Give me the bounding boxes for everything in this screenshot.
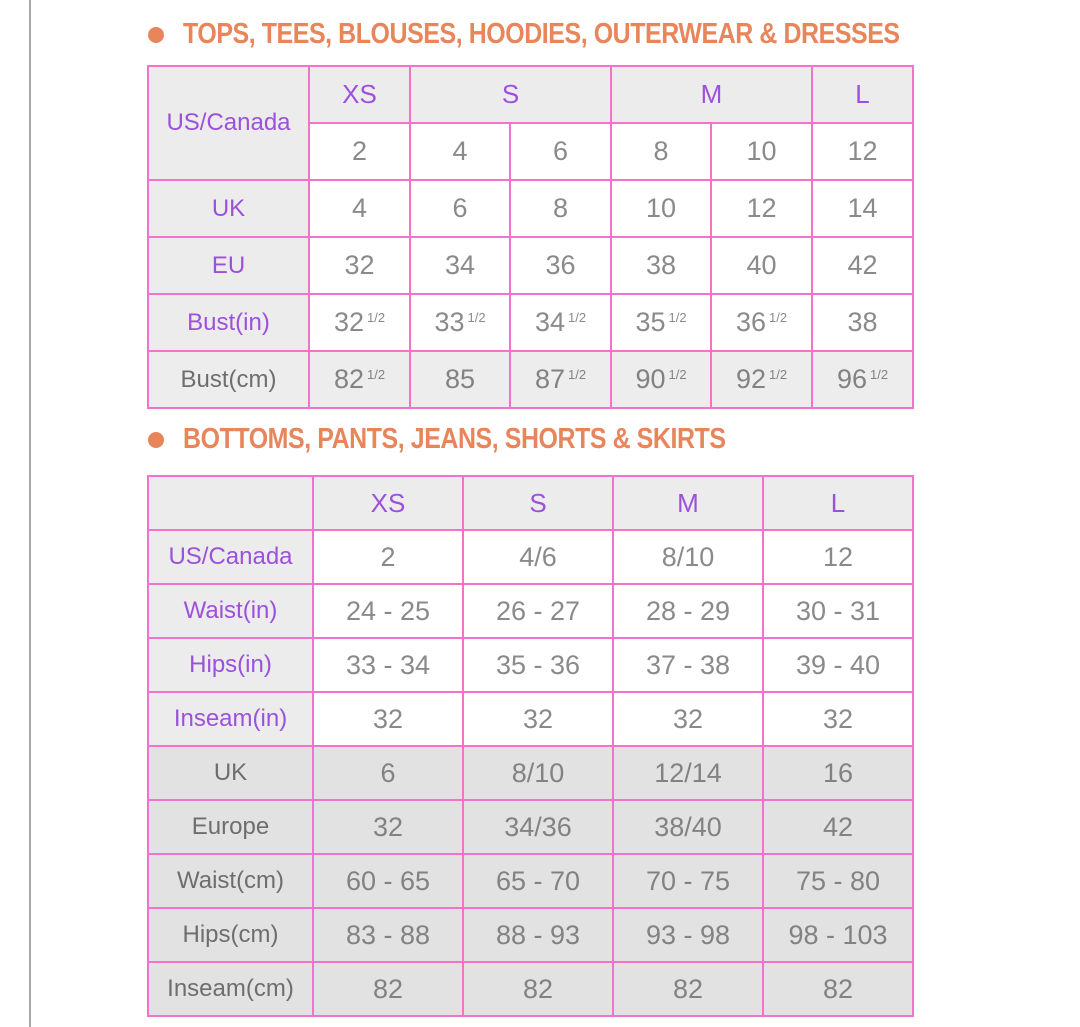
row-label: Hips(in)	[148, 638, 313, 692]
size-value-cell: 75 - 80	[763, 854, 913, 908]
size-header-cell: XS	[309, 66, 410, 123]
row-label: Bust(cm)	[148, 351, 309, 408]
fraction-superscript: 1/2	[366, 367, 386, 382]
size-value-cell: 42	[763, 800, 913, 854]
size-value-cell: 4/6	[463, 530, 613, 584]
size-value-cell: 32	[309, 237, 410, 294]
row-label: Waist(in)	[148, 584, 313, 638]
size-value-cell: 38/40	[613, 800, 763, 854]
us-canada-row	[148, 530, 913, 584]
fraction-superscript: 1/2	[668, 367, 687, 382]
size-value-cell: 4	[410, 123, 510, 180]
size-value-cell: 12/14	[613, 746, 763, 800]
size-value-cell: 90 $^{1/2}$	[611, 351, 711, 408]
size-value-cell: 32	[313, 800, 463, 854]
row-label: Inseam(in)	[148, 692, 313, 746]
size-value-cell: 10	[611, 180, 711, 237]
size-value-cell: 92 $^{1/2}$	[711, 351, 812, 408]
row-label: UK	[148, 746, 313, 800]
hips-cm-row	[148, 908, 913, 962]
fraction-superscript: 1/2	[567, 367, 587, 382]
size-header-cell: M	[613, 476, 763, 530]
size-value-cell: 82	[613, 962, 763, 1016]
size-value-cell: 82	[463, 962, 613, 1016]
size-value-cell: 26 - 27	[463, 584, 613, 638]
fraction-superscript: 1/2	[467, 310, 486, 325]
row-label: UK	[148, 180, 309, 237]
row-label: US/Canada	[148, 66, 309, 180]
size-value-cell: 12	[711, 180, 812, 237]
size-value-cell: 6	[410, 180, 510, 237]
row-label: Inseam(cm)	[148, 962, 313, 1016]
size-value-cell: 16	[763, 746, 913, 800]
row-label: Europe	[148, 800, 313, 854]
size-value-cell: 36	[510, 237, 611, 294]
section-header-bottoms	[148, 423, 814, 456]
bust-cm-row	[148, 351, 913, 408]
size-value-cell: 35 - 36	[463, 638, 613, 692]
size-value-cell: 33 $^{1/2}$	[410, 294, 510, 351]
section-title-bottoms: BOTTOMS, PANTS, JEANS, SHORTS & SKIRTS	[183, 423, 726, 455]
size-value-cell: 34 $^{1/2}$	[510, 294, 611, 351]
size-value-cell: 32	[463, 692, 613, 746]
size-value-cell: 12	[812, 123, 913, 180]
tops-size-table	[147, 65, 914, 409]
size-value-cell: 82	[763, 962, 913, 1016]
size-header-row	[148, 476, 913, 530]
size-header-cell: L	[812, 66, 913, 123]
size-value-cell: 32	[763, 692, 913, 746]
donut-bullet-icon	[148, 432, 164, 448]
size-value-cell: 38	[611, 237, 711, 294]
fraction-superscript: 1/2	[869, 367, 889, 382]
section-header-tops	[148, 18, 1016, 51]
size-value-cell: 2	[313, 530, 463, 584]
inseam-cm-row	[148, 962, 913, 1016]
size-value-cell: 65 - 70	[463, 854, 613, 908]
size-value-cell: 96 $^{1/2}$	[812, 351, 913, 408]
size-value-cell: 28 - 29	[613, 584, 763, 638]
size-chart-table	[147, 475, 914, 1017]
size-value-cell: 32	[313, 692, 463, 746]
row-label: US/Canada	[148, 530, 313, 584]
donut-bullet-icon	[148, 27, 164, 43]
row-label: Bust(in)	[148, 294, 309, 351]
size-value-cell: 37 - 38	[613, 638, 763, 692]
fraction-superscript: 1/2	[668, 310, 687, 325]
waist-in-row	[148, 584, 913, 638]
fraction-superscript: 1/2	[366, 310, 386, 325]
size-value-cell: 60 - 65	[313, 854, 463, 908]
size-header-cell: XS	[313, 476, 463, 530]
size-header-cell: M	[611, 66, 812, 123]
size-value-cell: 87 $^{1/2}$	[510, 351, 611, 408]
size-value-cell: 39 - 40	[763, 638, 913, 692]
size-value-cell: 8	[510, 180, 611, 237]
row-label: Waist(cm)	[148, 854, 313, 908]
uk-row	[148, 746, 913, 800]
inseam-in-row	[148, 692, 913, 746]
size-value-cell: 38	[812, 294, 913, 351]
size-value-cell: 36 $^{1/2}$	[711, 294, 812, 351]
bottoms-size-table	[147, 475, 914, 1017]
waist-cm-row	[148, 854, 913, 908]
size-value-cell: 8/10	[463, 746, 613, 800]
fraction-superscript: 1/2	[768, 367, 788, 382]
hips-in-row	[148, 638, 913, 692]
size-value-cell: 10	[711, 123, 812, 180]
fraction-superscript: 1/2	[567, 310, 587, 325]
size-value-cell: 93 - 98	[613, 908, 763, 962]
size-value-cell: 82	[313, 962, 463, 1016]
size-value-cell: 30 - 31	[763, 584, 913, 638]
size-value-cell: 14	[812, 180, 913, 237]
fraction-superscript: 1/2	[768, 310, 788, 325]
size-header-cell: S	[410, 66, 611, 123]
size-value-cell: 40	[711, 237, 812, 294]
europe-row	[148, 800, 913, 854]
size-value-cell: 34/36	[463, 800, 613, 854]
size-value-cell: 33 - 34	[313, 638, 463, 692]
row-label: Hips(cm)	[148, 908, 313, 962]
size-header-cell: S	[463, 476, 613, 530]
bust-in-row	[148, 294, 913, 351]
size-value-cell: 32 $^{1/2}$	[309, 294, 410, 351]
size-value-cell: 6	[313, 746, 463, 800]
size-value-cell: 85	[410, 351, 510, 408]
size-value-cell: 88 - 93	[463, 908, 613, 962]
eu-row	[148, 237, 913, 294]
size-value-cell: 6	[510, 123, 611, 180]
size-value-cell: 82 $^{1/2}$	[309, 351, 410, 408]
section-title-tops: TOPS, TEES, BLOUSES, HOODIES, OUTERWEAR & DRESSES	[183, 18, 900, 50]
size-value-cell: 12	[763, 530, 913, 584]
size-value-cell: 34	[410, 237, 510, 294]
page-edge-rule	[29, 0, 31, 1027]
uk-row	[148, 180, 913, 237]
size-header-row	[148, 66, 913, 123]
size-value-cell: 83 - 88	[313, 908, 463, 962]
size-header-cell: L	[763, 476, 913, 530]
row-label: EU	[148, 237, 309, 294]
size-chart-table	[147, 65, 914, 409]
corner-cell	[148, 476, 313, 530]
size-value-cell: 98 - 103	[763, 908, 913, 962]
size-value-cell: 24 - 25	[313, 584, 463, 638]
size-value-cell: 4	[309, 180, 410, 237]
size-value-cell: 42	[812, 237, 913, 294]
size-value-cell: 70 - 75	[613, 854, 763, 908]
size-value-cell: 8/10	[613, 530, 763, 584]
size-value-cell: 8	[611, 123, 711, 180]
size-value-cell: 2	[309, 123, 410, 180]
size-value-cell: 35 $^{1/2}$	[611, 294, 711, 351]
size-value-cell: 32	[613, 692, 763, 746]
